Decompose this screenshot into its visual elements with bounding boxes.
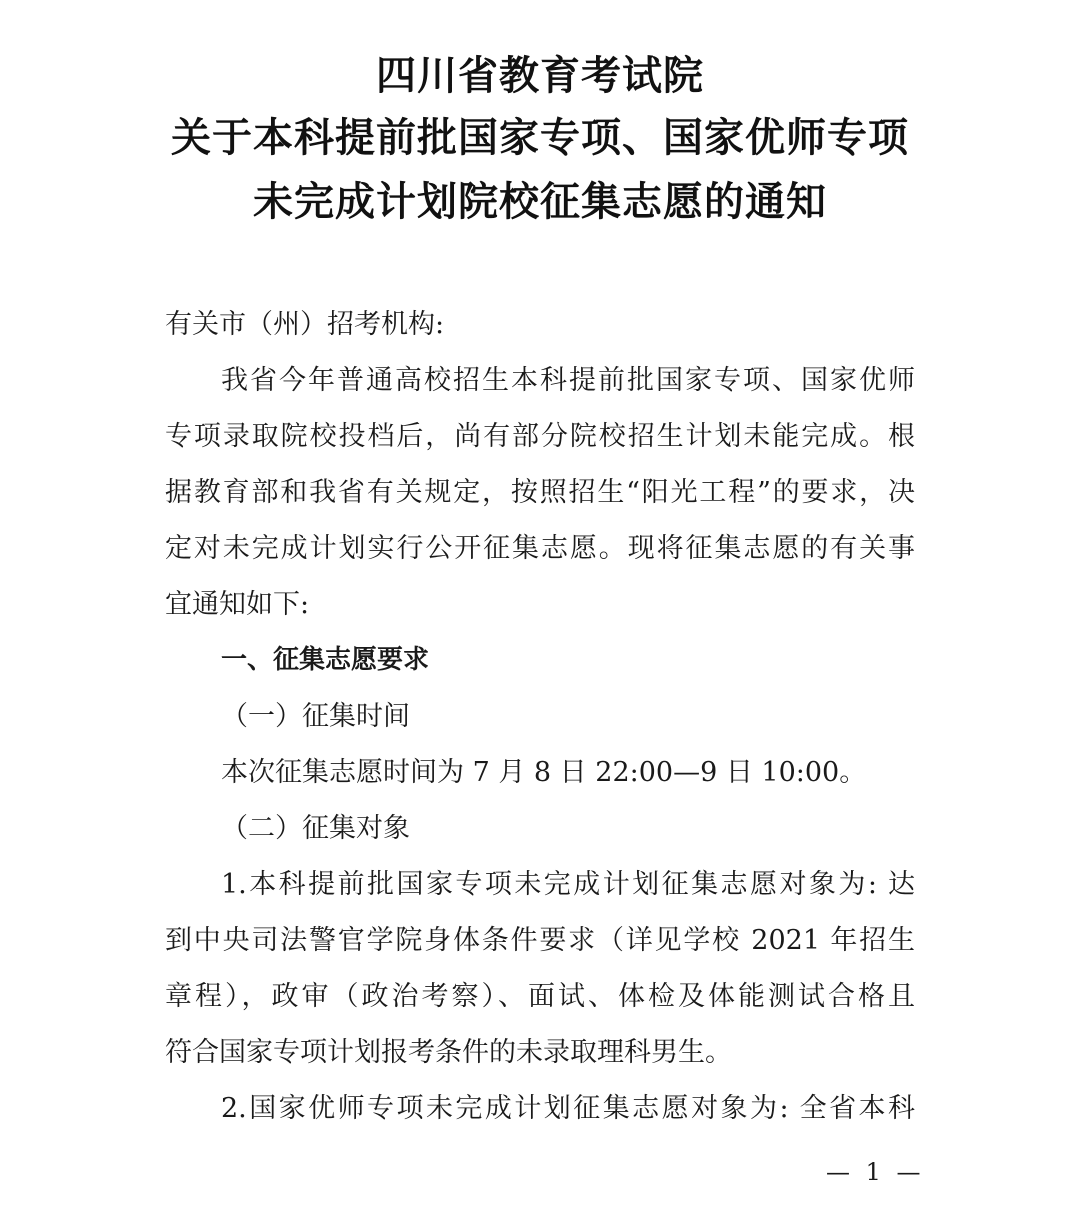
item-1-line-2: 到中央司法警官学院身体条件要求（详见学校 2021 年招生 [165, 925, 915, 956]
intro-line-2: 专项录取院校投档后，尚有部分院校招生计划未能完成。根 [165, 421, 915, 452]
item-2-line-1: 2.国家优师专项未完成计划征集志愿对象为: 全省本科 [221, 1093, 915, 1124]
page-number: — 1 — [826, 1158, 925, 1186]
intro-line-5: 宜通知如下: [165, 589, 310, 620]
intro-line-3: 据教育部和我省有关规定，按照招生“阳光工程”的要求，决 [165, 477, 915, 508]
subsection-1-heading: （一）征集时间 [221, 701, 410, 732]
intro-line-1: 我省今年普通高校招生本科提前批国家专项、国家优师 [221, 365, 915, 396]
item-1-line-4: 符合国家专项计划报考条件的未录取理科男生。 [165, 1037, 732, 1068]
title-line-2: 关于本科提前批国家专项、国家优师专项 [171, 115, 909, 161]
title-line-1: 四川省教育考试院 [376, 53, 704, 99]
title-line-3: 未完成计划院校征集志愿的通知 [253, 179, 827, 225]
salutation: 有关市（州）招考机构: [165, 309, 445, 340]
intro-line-4: 定对未完成计划实行公开征集志愿。现将征集志愿的有关事 [165, 533, 915, 564]
subsection-2-heading: （二）征集对象 [221, 813, 410, 844]
section-1-heading: 一、征集志愿要求 [221, 645, 430, 675]
item-1-line-3: 章程），政审（政治考察）、面试、体检及体能测试合格且 [165, 981, 915, 1012]
subsection-1-text: 本次征集志愿时间为 7 月 8 日 22:00—9 日 10:00。 [221, 757, 867, 788]
item-1-line-1: 1.本科提前批国家专项未完成计划征集志愿对象为: 达 [221, 869, 915, 900]
